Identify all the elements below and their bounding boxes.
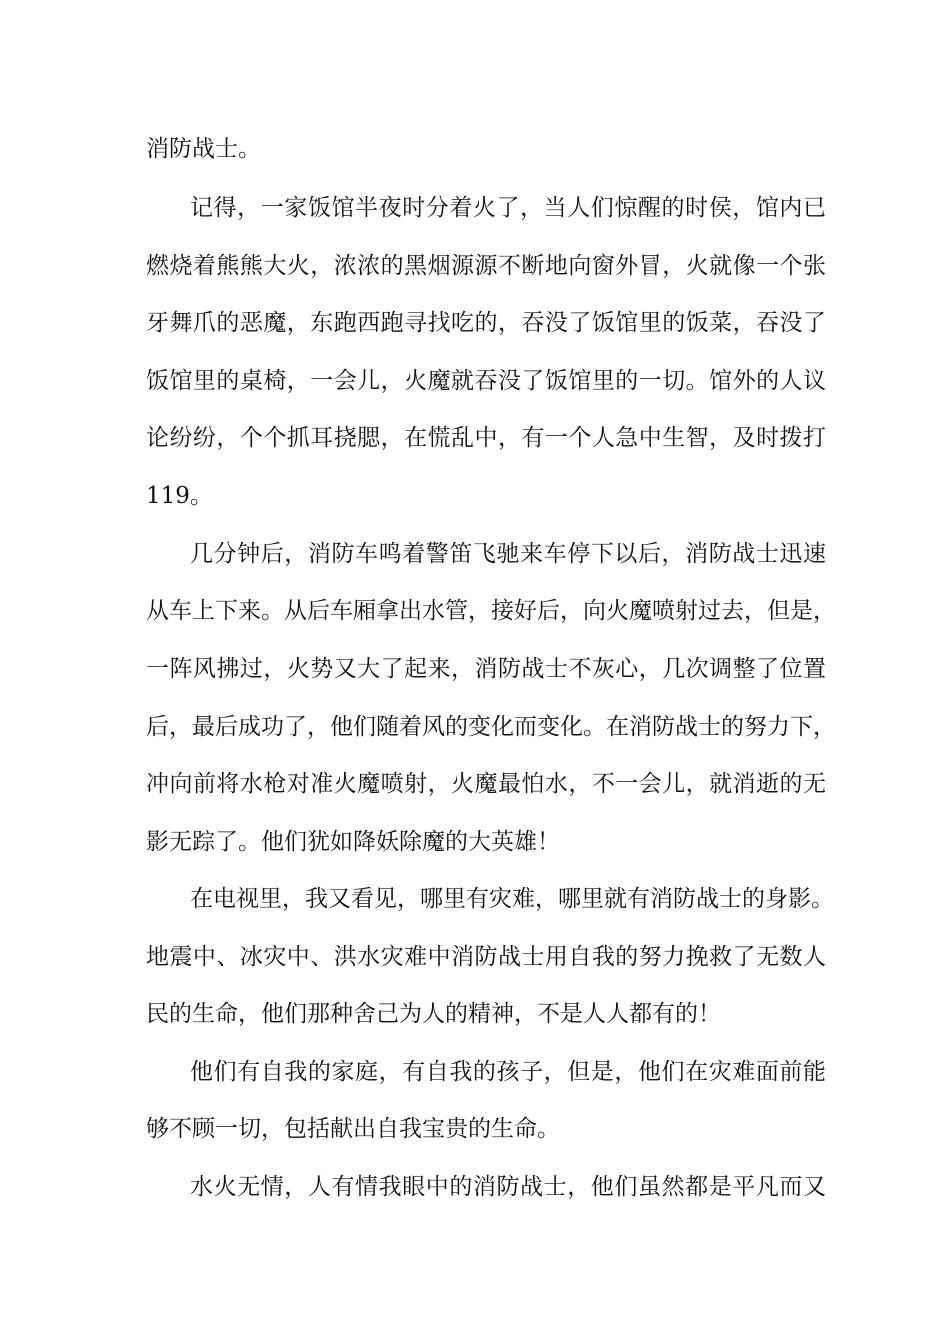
- text-line: 119。: [146, 483, 213, 509]
- text-line: 牙舞爪的恶魔，东跑西跑寻找吃的，吞没了饭馆里的饭菜，吞没了: [146, 310, 826, 336]
- text-line: 消防战士。: [146, 136, 261, 162]
- text-line: 从车上下来。从后车厢拿出水管，接好后，向火魔喷射过去，但是，: [146, 598, 836, 624]
- paragraph-start-line: 他们有自我的家庭，有自我的孩子，但是，他们在灾难面前能: [190, 1059, 826, 1085]
- paragraph-start-line: 记得，一家饭馆半夜时分着火了，当人们惊醒的时侯，馆内已: [190, 195, 826, 221]
- paragraph-start-line: 水火无情，人有情我眼中的消防战士，他们虽然都是平凡而又: [190, 1174, 826, 1200]
- text-line: 地震中、冰灾中、洪水灾难中消防战士用自我的努力挽救了无数人: [146, 944, 826, 970]
- text-line: 后，最后成功了，他们随着风的变化而变化。在消防战士的努力下，: [146, 714, 836, 740]
- text-line: 冲向前将水枪对准火魔喷射，火魔最怕水，不一会儿，就消逝的无: [146, 771, 826, 797]
- text-line: 饭馆里的桌椅，一会儿，火魔就吞没了饭馆里的一切。馆外的人议: [146, 368, 826, 394]
- paragraph-start-line: 在电视里，我又看见，哪里有灾难，哪里就有消防战士的身影。: [190, 886, 834, 912]
- text-line: 论纷纷，个个抓耳挠腮，在慌乱中，有一个人急中生智，及时拨打: [146, 425, 826, 451]
- text-line: 一阵风拂过，火势又大了起来，消防战士不灰心，几次调整了位置: [146, 656, 826, 682]
- text-line: 燃烧着熊熊大火，浓浓的黑烟源源不断地向窗外冒，火就像一个张: [146, 253, 826, 279]
- paragraph-start-line: 几分钟后，消防车鸣着警笛飞驰来车停下以后，消防战士迅速: [190, 541, 826, 567]
- text-line: 民的生命，他们那种舍己为人的精神，不是人人都有的！: [146, 1001, 721, 1027]
- text-line: 影无踪了。他们犹如降妖除魔的大英雄！: [146, 829, 560, 855]
- text-line: 够不顾一切，包括献出自我宝贵的生命。: [146, 1116, 560, 1142]
